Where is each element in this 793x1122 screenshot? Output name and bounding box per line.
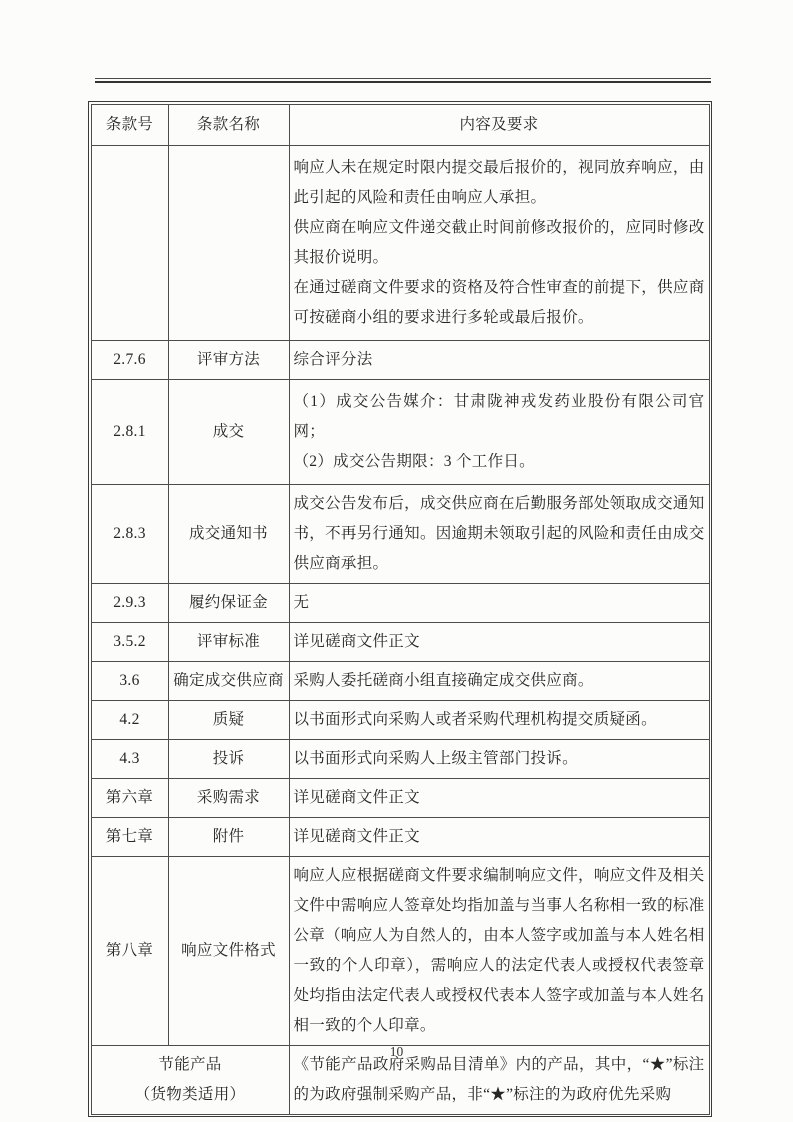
clause-name-line: （货物类适用）	[134, 1085, 246, 1103]
content-cell	[289, 484, 709, 583]
table-row	[91, 700, 709, 739]
clause-name-cell: 评审方法	[168, 340, 289, 379]
content-cell	[289, 778, 709, 817]
content-cell	[289, 856, 709, 1045]
content-cell	[289, 379, 709, 484]
content-paragraph: 详见磋商文件正文	[293, 788, 420, 806]
clause-name-cell: 成交	[168, 379, 289, 484]
clause-name-cell: 成交通知书	[168, 484, 289, 583]
content-paragraph: 响应人应根据磋商文件要求编制响应文件，响应文件及相关文件中需响应人签章处均指加盖与当事人名称相一致的标准公章（响应人为自然人的，由本人签字或加盖与本人姓名相一致的个人印章），需响应人的法定代表人或授权代表签章处均指由法定代表人或授权代表本人签字或加盖与本人姓名相一致的个人印章。	[293, 866, 705, 1034]
clause-name-cell: 履约保证金	[168, 583, 289, 622]
column-header-clause-name: 条款名称	[168, 104, 289, 145]
table-row	[91, 739, 709, 778]
clause-name-cell: 响应文件格式	[168, 856, 289, 1045]
content-paragraph: 以书面形式向采购人上级主管部门投诉。	[293, 749, 578, 767]
clause-no-cell: 3.6	[91, 661, 168, 700]
content-cell	[289, 145, 709, 340]
clause-no-cell: 4.3	[91, 739, 168, 778]
clause-no-cell: 第七章	[91, 817, 168, 856]
content-paragraph: 无	[293, 593, 310, 611]
content-paragraph: （2）成交公告期限：3 个工作日。	[293, 452, 535, 470]
clause-name-line: 节能产品	[158, 1055, 222, 1073]
content-cell	[289, 340, 709, 379]
clause-name-cell: 质疑	[168, 700, 289, 739]
clause-table-body	[91, 145, 709, 1114]
table-row	[91, 856, 709, 1045]
clause-table-header	[91, 104, 709, 145]
table-row	[91, 817, 709, 856]
table-row	[91, 778, 709, 817]
content-cell	[289, 583, 709, 622]
clause-no-cell: 第八章	[91, 856, 168, 1045]
content-paragraph: 成交公告发布后，成交供应商在后勤服务部处领取成交通知书，不再另行通知。因逾期未领取引起的风险和责任由成交供应商承担。	[293, 494, 705, 572]
content-paragraph: 《节能产品政府采购品目清单》内的产品，其中，“★”标注的为政府强制采购产品，非“★”标注的为政府优先采购	[293, 1055, 705, 1103]
table-row	[91, 484, 709, 583]
clause-no-cell: 4.2	[91, 700, 168, 739]
content-cell	[289, 622, 709, 661]
content-cell	[289, 817, 709, 856]
content-paragraph: 响应人未在规定时限内提交最后报价的，视同放弃响应，由此引起的风险和责任由响应人承担。	[293, 158, 705, 206]
clause-name-cell: 确定成交供应商	[168, 661, 289, 700]
table-row	[91, 661, 709, 700]
clause-name-cell: 评审标准	[168, 622, 289, 661]
column-header-clause-no: 条款号	[91, 104, 168, 145]
table-row	[91, 583, 709, 622]
clause-table-frame	[88, 101, 712, 1117]
content-cell	[289, 661, 709, 700]
table-row	[91, 340, 709, 379]
content-cell	[289, 739, 709, 778]
page-header-rule	[95, 78, 711, 83]
clause-name-cell	[168, 145, 289, 340]
content-paragraph: 综合评分法	[293, 350, 373, 368]
content-paragraph: 以书面形式向采购人或者采购代理机构提交质疑函。	[293, 710, 657, 728]
page-number: 10	[389, 1044, 404, 1059]
table-row	[91, 379, 709, 484]
clause-no-cell: 3.5.2	[91, 622, 168, 661]
content-paragraph: 供应商在响应文件递交截止时间前修改报价的，应同时修改其报价说明。	[293, 218, 705, 266]
content-paragraph: 详见磋商文件正文	[293, 827, 420, 845]
clause-no-cell: 2.8.1	[91, 379, 168, 484]
clause-no-cell: 第六章	[91, 778, 168, 817]
clause-no-cell: 2.9.3	[91, 583, 168, 622]
clause-no-cell: 2.8.3	[91, 484, 168, 583]
clause-no-cell: 2.7.6	[91, 340, 168, 379]
table-row	[91, 145, 709, 340]
clause-name-cell: 附件	[168, 817, 289, 856]
table-row	[91, 622, 709, 661]
content-cell	[289, 700, 709, 739]
content-paragraph: 详见磋商文件正文	[293, 632, 420, 650]
header-row	[91, 104, 709, 145]
column-header-content: 内容及要求	[289, 104, 709, 145]
clause-no-cell	[91, 145, 168, 340]
content-paragraph: 采购人委托磋商小组直接确定成交供应商。	[293, 671, 594, 689]
clause-table	[91, 104, 710, 1115]
content-paragraph: 在通过磋商文件要求的资格及符合性审查的前提下，供应商可按磋商小组的要求进行多轮或最后报价。	[293, 278, 705, 326]
clause-name-cell: 投诉	[168, 739, 289, 778]
content-paragraph: （1）成交公告媒介：甘肃陇神戎发药业股份有限公司官网；	[293, 392, 705, 440]
clause-name-cell: 采购需求	[168, 778, 289, 817]
